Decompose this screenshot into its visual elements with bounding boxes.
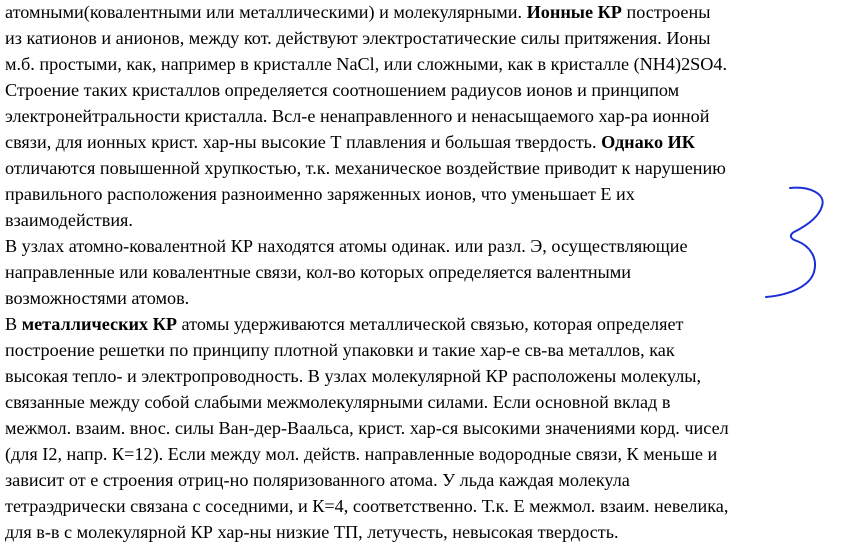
text-line — [5, 155, 837, 181]
text-line — [5, 337, 837, 363]
text-line — [5, 233, 837, 259]
text-run: связи, для ионных крист. хар-ны высокие Т плавления и большая твердость. — [5, 132, 602, 152]
text-run: направленные или ковалентные связи, кол-во которых определяется валентными — [5, 262, 632, 282]
text-line — [5, 0, 837, 25]
text-run: из катионов и анионов, между кот. действуют электростатические силы притяжения. Ионы — [5, 28, 711, 48]
text-run: связанные между собой слабыми межмолекулярными силами. Если основной вклад в — [5, 392, 671, 412]
text-run: зависит от е строения отриц-но поляризованного атома. У льда каждая молекула — [5, 470, 630, 490]
text-line — [5, 363, 837, 389]
text-run: высокая тепло- и электропроводность. В узлах молекулярной КР расположены молекулы, — [5, 366, 702, 386]
text-run: м.б. простыми, как, например в кристалле NaCl, или сложными, как в кристалле (NH4)2SO4. — [5, 54, 728, 74]
text-run: отличаются повышенной хрупкостью, т.к. механическое воздействие приводит к нарушению — [5, 158, 726, 178]
text-line — [5, 519, 837, 545]
text-line — [5, 259, 837, 285]
text-line — [5, 181, 837, 207]
text-run: для в-в с молекулярной КР хар-ны низкие ТП, летучесть, невысокая твердость. — [5, 522, 619, 542]
bold-term: Однако ИК — [601, 132, 695, 152]
text-run: В — [5, 314, 22, 334]
text-run: взаимодействия. — [5, 210, 133, 230]
text-line — [5, 77, 837, 103]
text-run: (для I2, напр. К=12). Если между мол. действ. направленные водородные связи, К меньше и — [5, 444, 718, 464]
text-run: межмол. взаим. внос. силы Ван-дер-Ваальса, крист. хар-ся высокими значениями корд. чисел — [5, 418, 729, 438]
text-run: тетраэдрически связана с соседними, и К=4, соответственно. Т.к. Е межмол. взаим. невелика, — [5, 496, 729, 516]
text-run: правильного расположения разноименно заряженных ионов, что уменьшает Е их — [5, 184, 635, 204]
text-run: В узлах атомно-ковалентной КР находятся атомы одинак. или разл. Э, осуществляющие — [5, 236, 688, 256]
text-line — [5, 493, 837, 519]
text-run: построение решетки по принципу плотной упаковки и такие хар-е св-ва металлов, как — [5, 340, 675, 360]
text-line — [5, 285, 837, 311]
text-line — [5, 389, 837, 415]
text-line — [5, 467, 837, 493]
text-line — [5, 311, 837, 337]
text-line — [5, 103, 837, 129]
text-line — [5, 129, 837, 155]
text-run: электронейтральности кристалла. Всл-е ненаправленного и ненасыщаемого хар-ра ионной — [5, 106, 710, 126]
text-line — [5, 415, 837, 441]
text-run: возможностями атомов. — [5, 288, 190, 308]
bold-term: Ионные КР — [526, 2, 622, 22]
text-run: атомными(ковалентными или металлическими) и молекулярными. — [5, 2, 527, 22]
text-run: построены — [621, 2, 711, 22]
text-line — [5, 25, 837, 51]
text-line — [5, 441, 837, 467]
document-text — [5, 0, 837, 545]
text-run: Строение таких кристаллов определяется соотношением радиусов ионов и принципом — [5, 80, 680, 100]
bold-term: металлических КР — [21, 314, 177, 334]
text-run: атомы удерживаются металлической связью, которая определяет — [176, 314, 684, 334]
text-line — [5, 51, 837, 77]
text-line — [5, 207, 837, 233]
